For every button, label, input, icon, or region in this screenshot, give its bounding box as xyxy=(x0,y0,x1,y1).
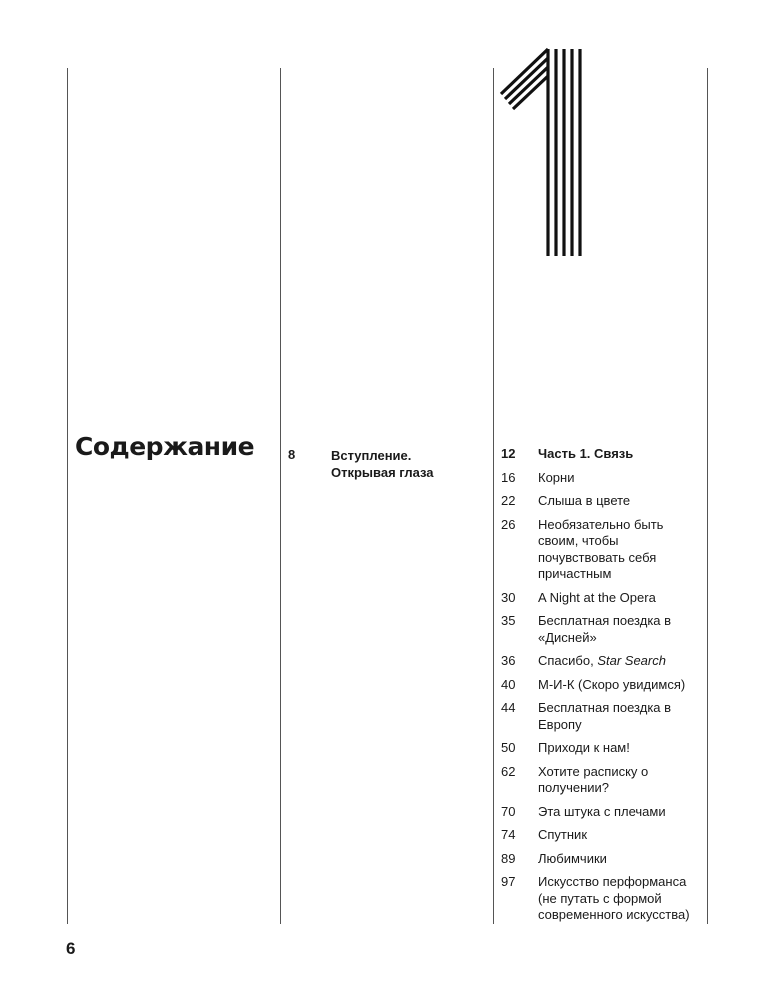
toc-page-number: 26 xyxy=(501,516,516,532)
toc-entry-title xyxy=(538,740,706,757)
toc-entry-title xyxy=(538,493,706,510)
toc-entry-title xyxy=(538,804,706,821)
toc-entry xyxy=(501,517,706,583)
toc-entry-title xyxy=(538,653,706,670)
toc-page-number: 50 xyxy=(501,740,516,755)
chapter-numeral-1 xyxy=(498,46,588,256)
toc-title-text: Корни xyxy=(538,469,575,485)
toc-entry-title xyxy=(538,517,706,583)
toc-title-text: Искусство перформанса (не путать с формой современного искусства) xyxy=(538,874,690,922)
page-number: 6 xyxy=(66,939,76,958)
toc-entry xyxy=(501,653,706,670)
toc-page-number: 30 xyxy=(501,589,516,605)
toc-entry-title xyxy=(538,827,706,844)
toc-title-text: A Night at the Opera xyxy=(538,589,656,605)
toc-page-number: 22 xyxy=(501,493,516,508)
toc-list xyxy=(501,446,706,931)
toc-title-text: Часть 1. Связь xyxy=(538,446,634,461)
contents-heading: Содержание xyxy=(75,432,255,461)
intro-title-line-2: Открывая глаза xyxy=(331,465,434,480)
toc-entry-title xyxy=(538,700,706,733)
toc-page-number: 12 xyxy=(501,446,516,461)
intro-title xyxy=(331,447,481,481)
toc-page-number: 89 xyxy=(501,850,516,866)
toc-entry xyxy=(501,700,706,733)
column-rule-2 xyxy=(280,68,281,924)
toc-entry-title xyxy=(538,851,706,868)
toc-title-text: Эта штука с плечами xyxy=(538,803,666,819)
toc-entry xyxy=(501,677,706,694)
toc-entry-title xyxy=(538,446,706,463)
toc-title-text: Приходи к нам! xyxy=(538,740,630,755)
toc-page-number: 35 xyxy=(501,613,516,628)
column-rule-4 xyxy=(707,68,708,924)
toc-title-text: Спасибо, xyxy=(538,653,598,668)
column-rule-3 xyxy=(493,68,494,924)
toc-page-number: 36 xyxy=(501,653,516,668)
toc-entry-title xyxy=(538,590,706,607)
intro-page-number: 8 xyxy=(288,447,296,462)
toc-entry xyxy=(501,590,706,607)
toc-entry xyxy=(501,764,706,797)
toc-title-text: Любимчики xyxy=(538,850,607,866)
intro-title-line-1: Вступление. xyxy=(331,448,412,463)
toc-page-number: 44 xyxy=(501,700,516,715)
toc-page-number: 74 xyxy=(501,827,516,842)
toc-part-heading xyxy=(501,446,706,463)
toc-page-number: 97 xyxy=(501,874,516,889)
toc-entry xyxy=(501,874,706,924)
toc-page-number: 62 xyxy=(501,763,516,779)
toc-title-text: Слыша в цвете xyxy=(538,493,631,508)
toc-entry xyxy=(501,493,706,510)
toc-entry xyxy=(501,827,706,844)
toc-title-text: М-И-К (Скоро увидимся) xyxy=(538,676,686,692)
toc-title-text: Бесплатная поездка в Европу xyxy=(538,700,672,732)
toc-page-number: 70 xyxy=(501,803,516,819)
toc-page-number: 16 xyxy=(501,469,516,485)
toc-entry-title xyxy=(538,677,706,694)
column-rule-1 xyxy=(67,68,68,924)
toc-entry xyxy=(501,613,706,646)
toc-entry xyxy=(501,470,706,487)
toc-entry xyxy=(501,740,706,757)
toc-page-number: 40 xyxy=(501,676,516,692)
toc-title-italic: Star Search xyxy=(597,653,666,668)
toc-title-text: Необязательно быть своим, чтобы почувствовать себя причастным xyxy=(538,516,664,581)
toc-title-text: Хотите расписку о получении? xyxy=(538,763,649,795)
toc-entry xyxy=(501,851,706,868)
toc-entry-title xyxy=(538,470,706,487)
toc-entry xyxy=(501,804,706,821)
toc-title-text: Бесплатная поездка в «Дисней» xyxy=(538,613,672,645)
toc-entry-title xyxy=(538,613,706,646)
toc-entry-title xyxy=(538,764,706,797)
toc-title-text: Спутник xyxy=(538,827,588,842)
toc-entry-title xyxy=(538,874,706,924)
